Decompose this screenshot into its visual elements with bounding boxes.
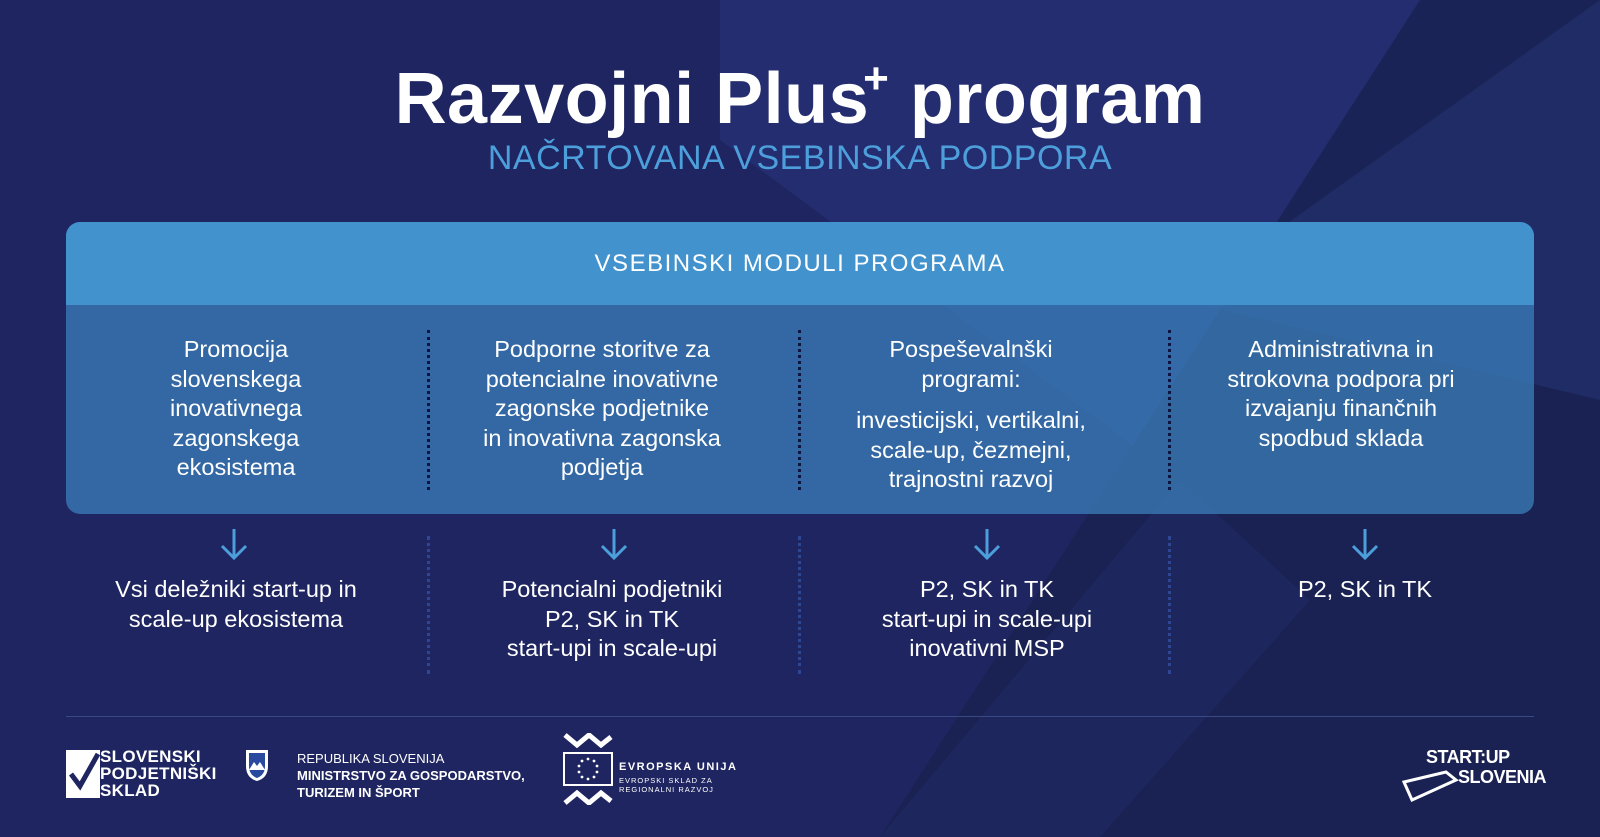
divider (1168, 330, 1171, 490)
arrow-down-icon (972, 527, 1002, 561)
module-promocija: Promocija slovenskega inovativnega zagonskega ekosistema (170, 336, 302, 480)
divider (798, 536, 801, 674)
module-pospesevalnski: Pospeševalnški programi: investicijski, vertikalni, scale-up, čezmejni, trajnostni razvoj (856, 336, 1086, 492)
target-group-4: P2, SK in TK (1297, 576, 1433, 602)
arrow-down-icon (219, 527, 249, 561)
eu-flag-icon (563, 733, 613, 805)
module-podporne-storitve: Podporne storitve za potencialne inovativne zagonske podjetnike in inovativna zagonska podjetja (483, 336, 721, 480)
divider (798, 330, 801, 490)
slovenian-coat-of-arms-icon (244, 748, 270, 782)
target-group-1: Vsi deležniki start-up in scale-up ekosistema (115, 576, 357, 632)
sps-checkmark-icon (66, 750, 100, 798)
arrow-down-icon (599, 527, 629, 561)
divider (427, 330, 430, 490)
target-group-2: Potencialni podjetniki P2, SK in TK start-upi in scale-upi (501, 576, 723, 661)
page-title: Razvojni Plus+ program (394, 54, 1206, 139)
startup-slovenia-icon (1402, 768, 1460, 802)
page-subtitle: NAČRTOVANA VSEBINSKA PODPORA (487, 139, 1113, 177)
divider (427, 536, 430, 674)
footer-divider (66, 716, 1534, 717)
startup-slovenia-logo: START:UP SLOVENIA (1402, 748, 1534, 802)
module-administrativna: Administrativna in strokovna podpora pri izvajanju finančnih spodbud sklada (1227, 336, 1455, 451)
divider (1168, 536, 1171, 674)
panel-header: VSEBINSKI MODULI PROGRAMA (66, 222, 1534, 305)
target-group-3: P2, SK in TK start-upi in scale-upi inovativni MSP (881, 576, 1093, 661)
arrow-down-icon (1350, 527, 1380, 561)
